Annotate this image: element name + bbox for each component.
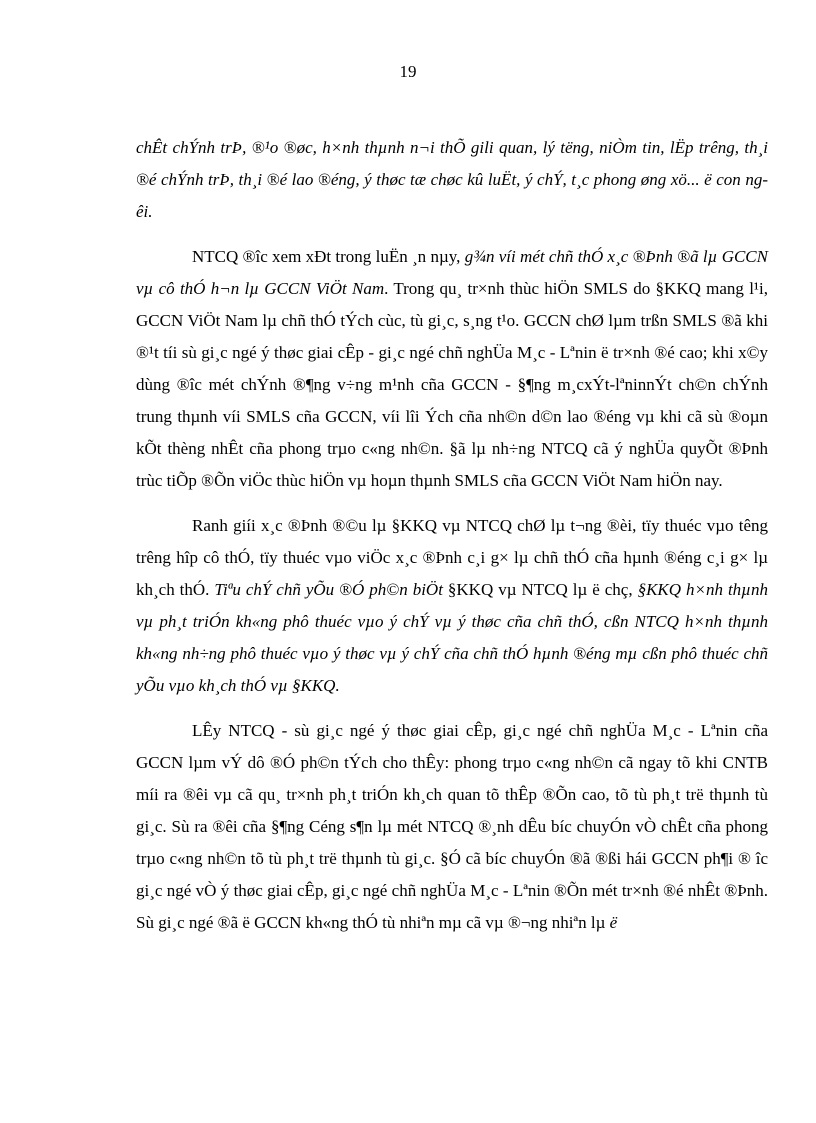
text-run-italic: Tiªu chÝ chñ yÕu ®Ó ph©n biÖt — [214, 580, 443, 599]
text-run: chÊt chÝnh trÞ, ®¹o ®øc, h×nh thµnh n¬i thÕ gili quan, lý tëng, niÒm tin, lËp trêng, th¸i ®é chÝnh trÞ, th¸i ®é lao ®éng, ý thøc tæ chøc kû luËt, ý chÝ, t¸c phong øng xö... ë con ngêi. — [136, 138, 768, 221]
paragraph-2 — [136, 241, 768, 497]
text-run: . Trong qu¸ tr×nh thùc hiÖn SMLS do §KKQ mang l¹i, GCCN ViÖt Nam lµ chñ thÓ tÝch cùc, tù gi¸c, s¸ng t¹o. GCCN chØ lµm trßn SMLS ®ã khi ®¹t tíi sù gi¸c ngé ý thøc giai cÊp - gi¸c ngé chñ nghÜa M¸c - Lªnin ë tr×nh ®é cao; khi x©y dùng ®îc mét chÝnh ®¶ng v÷ng m¹nh cña GCCN - §¶ng m¸cxÝt-lªninnÝt ch©n chÝnh trung thµnh víi SMLS cña GCCN, víi lîi Ých cña nh©n d©n lao ®éng vµ khi cã sù ®oµn kÕt thèng nhÊt cña phong trµo c«ng nh©n. §ã lµ nh÷ng NTCQ cã ý nghÜa quyÕt ®Þnh trùc tiÕp ®Õn viÖc thùc hiÖn vµ hoµn thµnh SMLS cña GCCN ViÖt Nam hiÖn nay. — [136, 279, 768, 490]
text-run-italic: §KKQ h×nh thµnh vµ ph¸t triÓn kh«ng phô thuéc vµo ý chÝ vµ ý thøc cña chñ thÓ, cßn NTCQ h×nh thµnh kh«ng nh÷ng phô thuéc vµo ý thøc vµ ý chÝ cña chñ thÓ hµnh ®éng mµ cßn phô thuéc chñ yÕu vµo kh¸ch thÓ vµ §KKQ. — [136, 580, 768, 695]
paragraph-4 — [136, 715, 768, 939]
text-run: LÊy NTCQ - sù gi¸c ngé ý thøc giai cÊp, gi¸c ngé chñ nghÜa M¸c - Lªnin cña GCCN lµm vÝ dô ®Ó ph©n tÝch cho thÊy: phong trµo c«ng nh©n cã ngay tõ khi CNTB míi ra ®êi vµ cã qu¸ tr×nh ph¸t triÓn kh¸ch quan tõ thÊp ®Õn cao, tõ tù ph¸t trë thµnh tù gi¸c. Sù ra ®êi cña §¶ng Céng s¶n lµ mét NTCQ ®¸nh dÊu bíc chuyÓn vÒ chÊt cña phong trµo c«ng nh©n tõ tù ph¸t trë thµnh tù gi¸c. §Ó cã bíc chuyÓn ®ã ®ßi hái GCCN ph¶i ® îc gi¸c ngé vÒ ý thøc giai cÊp, gi¸c ngé chñ nghÜa M¸c - Lªnin ®Õn mét tr×nh ®é nhÊt ®Þnh. Sù gi¸c ngé ®ã ë GCCN kh«ng thÓ tù nhiªn mµ cã vµ ®¬ng nhiªn lµ — [136, 721, 768, 932]
text-run: NTCQ ®îc xem xÐt trong luËn ¸n nµy, — [192, 247, 465, 266]
paragraph-3 — [136, 510, 768, 702]
page-number: 19 — [399, 62, 417, 81]
text-run-italic: g¾n víi mét chñ thÓ x¸c ®Þnh ®ã lµ GCCN vµ cô thÓ h¬n lµ GCCN ViÖt Nam — [136, 247, 768, 298]
paragraph-1 — [136, 132, 768, 228]
text-run: §KKQ vµ NTCQ lµ ë chç, — [442, 580, 638, 599]
text-run: Ranh giíi x¸c ®Þnh ®©u lµ §KKQ vµ NTCQ chØ lµ t¬ng ®èi, tïy thuéc vµo têng trêng hîp cô thÓ, tïy thuéc vµo viÖc x¸c ®Þnh c¸i g× lµ chñ thÓ cña hµnh ®éng c¸i g× lµ kh¸ch thÓ. — [136, 516, 768, 599]
body-text — [136, 132, 768, 952]
text-run-italic: ë — [609, 913, 618, 932]
